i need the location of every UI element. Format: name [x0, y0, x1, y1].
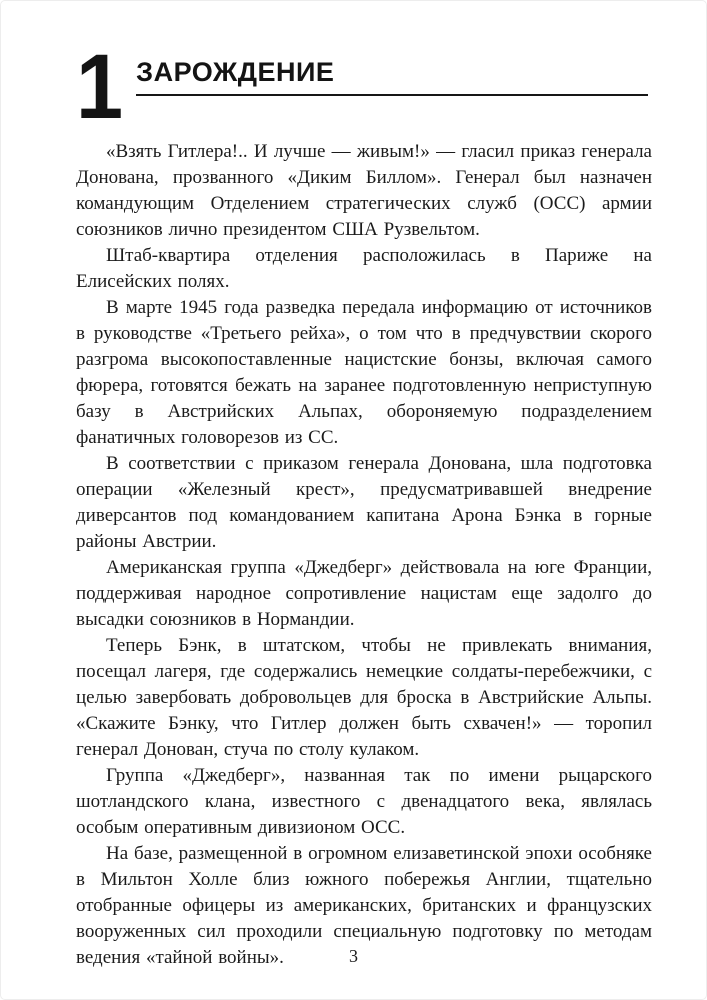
chapter-header	[76, 36, 648, 138]
chapter-title-rule	[136, 59, 648, 96]
chapter-number: 1	[76, 36, 121, 138]
page-number: 3	[349, 946, 358, 966]
chapter-title: ЗАРОЖДЕНИЕ	[136, 57, 335, 87]
paragraph: Группа «Джедберг», названная так по имени рыцарского шотландского клана, известного с двенадцатого века, являлась особым оперативным дивизионом ОСС.	[76, 765, 652, 838]
body-text	[76, 139, 652, 971]
paragraph: Теперь Бэнк, в штатском, чтобы не привлекать внимания, посещал лагеря, где содержались немецкие солдаты-перебежчики, с целью завербовать добровольцев для броска в Австрийские Альпы. «Скажите Бэнку, что Гитлер должен быть схвачен!» — торопил генерал Донован, стуча по столу кулаком.	[76, 635, 652, 760]
paragraph: Американская группа «Джедберг» действовала на юге Франции, поддерживая народное сопротивление нацистам еще задолго до высадки союзников в Нормандии.	[76, 557, 652, 630]
paragraph: В марте 1945 года разведка передала информацию от источников в руководстве «Третьего рейха», о том что в предчувствии скорого разгрома высокопоставленные нацистские бонзы, включая самого фюрера, готовятся бежать на заранее подготовленную неприступную базу в Австрийских Альпах, обороняемую подразделением фанатичных головорезов из СС.	[76, 297, 652, 448]
paragraph: На базе, размещенной в огромном елизаветинской эпохи особняке в Мильтон Холле близ южного побережья Англии, тщательно отобранные офицеры из американских, британских и французских вооруженных сил проходили специальную подготовку по методам ведения «тайной войны».	[76, 843, 652, 968]
paragraph: В соответствии с приказом генерала Донована, шла подготовка операции «Железный крест», предусматривавшей внедрение диверсантов под командованием капитана Арона Бэнка в горные районы Австрии.	[76, 453, 652, 552]
paragraph: Штаб-квартира отделения расположилась в Париже на Елисейских полях.	[76, 245, 652, 292]
paragraph: «Взять Гитлера!.. И лучше — живым!» — гласил приказ генерала Донована, прозванного «Диким Биллом». Генерал был назначен командующим Отделением стратегических служб (ОСС) армии союзников лично президентом США Рузвельтом.	[76, 141, 652, 240]
